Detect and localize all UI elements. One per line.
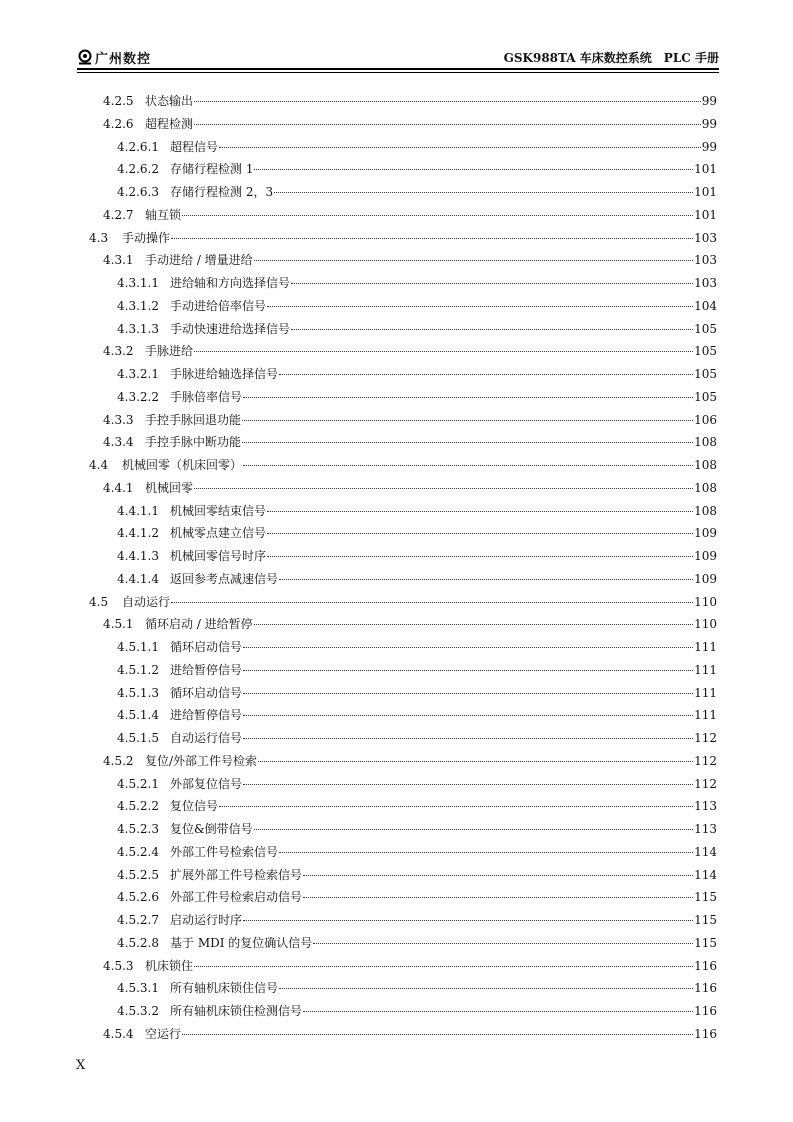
toc-entry[interactable]: [117, 638, 717, 656]
toc-dot-leader: [243, 715, 693, 716]
toc-dot-leader: [291, 329, 693, 330]
toc-entry[interactable]: [117, 661, 717, 679]
toc-entry-title: 手脉进给: [145, 344, 194, 359]
toc-entry-page: 116: [694, 1004, 717, 1018]
toc-entry-title: 存储行程检测 1: [170, 162, 254, 177]
toc-entry-page: 116: [694, 981, 717, 996]
toc-entry-title: 手动快速进给选择信号: [170, 321, 291, 336]
toc-dot-leader: [194, 488, 693, 489]
toc-entry[interactable]: [117, 820, 717, 838]
toc-entry-page: 115: [694, 890, 717, 905]
toc-entry[interactable]: [117, 706, 717, 724]
toc-entry-number: 4.5: [89, 594, 109, 609]
toc-entry-page: 103: [694, 230, 717, 245]
toc-entry-page: 105: [694, 344, 717, 359]
toc-dot-leader: [171, 602, 693, 603]
toc-entry-page: 99: [701, 139, 717, 154]
toc-entry-title: 手控手脉回退功能: [145, 412, 242, 427]
toc-entry-title: 手动操作: [122, 230, 171, 245]
toc-entry[interactable]: [103, 615, 717, 633]
toc-entry[interactable]: [89, 593, 717, 611]
toc-dot-leader: [303, 897, 693, 898]
toc-entry-page: 104: [694, 298, 717, 313]
toc-entry[interactable]: [117, 388, 717, 406]
toc-entry-title: 复位/外部工件号检索: [145, 753, 258, 768]
toc-entry-title: 循环启动信号: [170, 640, 243, 654]
toc-entry-number: 4.3.1: [103, 253, 134, 268]
toc-entry-page: 101: [694, 162, 717, 177]
toc-entry-number: 4.3.2.1: [117, 367, 159, 381]
toc-entry-page: 105: [694, 389, 717, 404]
toc-entry-page: 103: [694, 253, 717, 268]
toc-entry-page: 111: [694, 662, 717, 677]
toc-entry-number: 4.5.2: [103, 753, 134, 768]
toc-dot-leader: [194, 124, 701, 125]
toc-entry-number: 4.3: [89, 230, 109, 245]
toc-entry-title: 机械零点建立信号: [170, 526, 267, 541]
toc-dot-leader: [243, 920, 693, 921]
toc-entry-page: 108: [694, 503, 717, 518]
toc-dot-leader: [219, 147, 701, 148]
toc-entry-page: 109: [694, 526, 717, 541]
toc-dot-leader: [254, 829, 693, 830]
toc-dot-leader: [279, 374, 693, 375]
toc-entry-number: 4.5.1.4: [117, 708, 159, 723]
toc-entry[interactable]: [117, 274, 717, 292]
toc-dot-leader: [243, 397, 693, 398]
toc-entry[interactable]: [117, 160, 717, 178]
toc-entry[interactable]: [117, 775, 717, 793]
logo-text: 广州数控: [95, 51, 152, 67]
toc-entry-title: 扩展外部工件号检索信号: [170, 867, 303, 882]
toc-entry-page: 109: [694, 549, 717, 563]
toc-entry-number: 4.5.2.1: [117, 776, 159, 791]
toc-entry-number: 4.5.4: [103, 1026, 134, 1041]
toc-entry[interactable]: [103, 251, 717, 269]
toc-entry-number: 4.3.1.1: [117, 276, 159, 290]
toc-entry[interactable]: [117, 183, 717, 201]
toc-entry-number: 4.4.1: [103, 480, 134, 495]
gsk-logo-icon: [77, 49, 93, 65]
toc-entry-title: 机械回零（机床回零）: [122, 458, 243, 472]
toc-entry-title: 返回参考点减速信号: [170, 571, 279, 586]
toc-entry-page: 114: [694, 844, 717, 859]
toc-entry[interactable]: [103, 479, 717, 497]
toc-dot-leader: [258, 761, 693, 762]
toc-dot-leader: [279, 852, 693, 853]
toc-dot-leader: [267, 511, 693, 512]
toc-entry-title: 进给暂停信号: [170, 708, 243, 723]
toc-entry-number: 4.3.3: [103, 412, 134, 427]
toc-entry-page: 108: [694, 458, 717, 472]
toc-dot-leader: [194, 351, 693, 352]
toc-entry[interactable]: [117, 320, 717, 338]
toc-entry-number: 4.3.1.3: [117, 321, 159, 336]
toc-dot-leader: [243, 670, 693, 671]
toc-entry-page: 115: [694, 913, 717, 927]
toc-entry[interactable]: [117, 866, 717, 884]
toc-entry-page: 99: [701, 116, 717, 131]
toc-dot-leader: [194, 101, 701, 102]
toc-entry-page: 116: [694, 958, 717, 973]
toc-entry[interactable]: [103, 342, 717, 360]
toc-entry-title: 基于 MDI 的复位确认信号: [170, 935, 313, 950]
toc-entry-page: 105: [694, 321, 717, 336]
toc-entry-title: 空运行: [145, 1026, 182, 1041]
toc-dot-leader: [254, 260, 693, 261]
toc-dot-leader: [243, 693, 693, 694]
toc-entry-number: 4.2.5: [103, 94, 134, 108]
toc-entry-number: 4.5.3: [103, 958, 134, 973]
toc-entry-title: 自动运行信号: [170, 731, 243, 745]
toc-entry-title: 手脉进给轴选择信号: [170, 367, 279, 381]
toc-entry-number: 4.5.1: [103, 617, 134, 632]
toc-entry-number: 4.3.2: [103, 344, 134, 359]
toc-entry[interactable]: [117, 297, 717, 315]
toc-dot-leader: [303, 1011, 693, 1012]
toc-entry-page: 116: [694, 1026, 717, 1041]
toc-dot-leader: [219, 806, 693, 807]
toc-entry-page: 103: [694, 276, 717, 290]
toc-entry-title: 循环启动信号: [170, 685, 243, 700]
toc-dot-leader: [267, 533, 693, 534]
company-logo: [77, 48, 151, 66]
toc-entry-page: 108: [694, 435, 717, 450]
toc-dot-leader: [182, 1034, 693, 1035]
toc-entry[interactable]: [117, 365, 717, 383]
toc-entry-page: 108: [694, 480, 717, 495]
toc-entry-title: 手脉倍率信号: [170, 389, 243, 404]
toc-entry-number: 4.4.1.3: [117, 549, 159, 563]
toc-entry-number: 4.5.1.2: [117, 662, 159, 677]
toc-entry[interactable]: [117, 934, 717, 952]
toc-entry-title: 超程信号: [170, 139, 219, 154]
toc-entry[interactable]: [103, 957, 717, 975]
toc-entry-title: 状态输出: [145, 94, 194, 108]
toc-entry-title: 轴互锁: [145, 207, 182, 222]
toc-entry-number: 4.4.1.4: [117, 571, 159, 586]
toc-entry[interactable]: [117, 547, 717, 565]
toc-dot-leader: [194, 966, 693, 967]
toc-entry-title: 机械回零信号时序: [170, 549, 267, 563]
toc-entry-number: 4.5.2.2: [117, 799, 159, 814]
toc-entry[interactable]: [103, 752, 717, 770]
toc-entry-number: 4.3.2.2: [117, 389, 159, 404]
toc-entry-title: 存储行程检测 2，3: [170, 185, 274, 199]
toc-entry[interactable]: [103, 115, 717, 133]
toc-entry-number: 4.5.3.2: [117, 1004, 159, 1018]
toc-entry-number: 4.5.2.7: [117, 913, 159, 927]
toc-entry-title: 机床锁住: [145, 958, 194, 973]
toc-entry[interactable]: [103, 411, 717, 429]
toc-entry[interactable]: [103, 92, 717, 110]
toc-entry[interactable]: [117, 888, 717, 906]
toc-dot-leader: [267, 556, 693, 557]
toc-entry-number: 4.2.6.3: [117, 185, 159, 199]
toc-entry-title: 外部工件号检索启动信号: [170, 890, 303, 905]
toc-entry-title: 自动运行: [122, 594, 171, 609]
toc-entry-number: 4.5.2.3: [117, 822, 159, 836]
toc-entry-page: 110: [694, 594, 717, 609]
toc-entry-number: 4.5.2.6: [117, 890, 159, 905]
toc-entry-number: 4.5.2.8: [117, 935, 159, 950]
toc-entry[interactable]: [117, 502, 717, 520]
toc-entry[interactable]: [89, 229, 717, 247]
toc-dot-leader: [279, 988, 693, 989]
toc-dot-leader: [242, 420, 693, 421]
header-rule-thin: [77, 72, 719, 73]
toc-entry-title: 复位信号: [170, 799, 219, 814]
toc-entry-number: 4.5.2.5: [117, 867, 159, 882]
toc-entry[interactable]: [103, 206, 717, 224]
toc-entry-page: 110: [694, 617, 717, 632]
toc-dot-leader: [243, 738, 693, 739]
toc-entry-page: 113: [694, 822, 717, 836]
page-header: [77, 48, 719, 66]
toc-entry-title: 所有轴机床锁住检测信号: [170, 1004, 303, 1018]
toc-entry-number: 4.5.2.4: [117, 844, 159, 859]
toc-entry-number: 4.4.1.2: [117, 526, 159, 541]
toc-dot-leader: [242, 442, 693, 443]
toc-entry-page: 112: [694, 776, 717, 791]
toc-entry[interactable]: [117, 797, 717, 815]
toc-entry-number: 4.2.6.1: [117, 139, 159, 154]
toc-entry[interactable]: [117, 138, 717, 156]
page-number: X: [76, 1058, 86, 1073]
toc-entry-number: 4.5.1.5: [117, 731, 159, 745]
toc-dot-leader: [267, 306, 693, 307]
toc-entry-page: 112: [694, 731, 717, 745]
toc-entry-number: 4.5.3.1: [117, 981, 159, 996]
toc-entry-page: 111: [694, 708, 717, 723]
toc-entry[interactable]: [117, 911, 717, 929]
toc-entry-page: 111: [694, 685, 717, 700]
toc-dot-leader: [291, 283, 693, 284]
toc-entry-page: 111: [694, 640, 717, 654]
toc-entry-title: 手动进给倍率信号: [170, 298, 267, 313]
toc-entry[interactable]: [117, 979, 717, 997]
toc-dot-leader: [274, 192, 693, 193]
toc-entry-number: 4.3.4: [103, 435, 134, 450]
toc-entry[interactable]: [103, 433, 717, 451]
toc-dot-leader: [313, 943, 693, 944]
toc-entry-page: 106: [694, 412, 717, 427]
toc-dot-leader: [279, 579, 693, 580]
toc-entry-title: 机械回零结束信号: [170, 503, 267, 518]
toc-entry[interactable]: [117, 843, 717, 861]
toc-entry-number: 4.2.7: [103, 207, 134, 222]
toc-entry-title: 外部工件号检索信号: [170, 844, 279, 859]
toc-dot-leader: [243, 465, 693, 466]
toc-entry-page: 99: [701, 94, 717, 108]
toc-entry[interactable]: [117, 524, 717, 542]
manual-title: GSK988TA 车床数控系统 PLC 手册: [503, 51, 719, 65]
toc-entry-number: 4.5.1.3: [117, 685, 159, 700]
toc-dot-leader: [303, 875, 693, 876]
toc-entry-number: 4.2.6: [103, 116, 134, 131]
toc-dot-leader: [171, 238, 693, 239]
toc-entry-page: 114: [694, 867, 717, 882]
toc-entry-title: 外部复位信号: [170, 776, 243, 791]
toc-entry-page: 112: [694, 753, 717, 768]
toc-entry[interactable]: [117, 684, 717, 702]
toc-dot-leader: [254, 169, 693, 170]
toc-entry-number: 4.4: [89, 458, 109, 472]
toc-entry-page: 105: [694, 367, 717, 381]
toc-entry-page: 115: [694, 935, 717, 950]
toc-entry-title: 所有轴机床锁住信号: [170, 981, 279, 996]
toc-entry-title: 复位&倒带信号: [170, 822, 253, 836]
header-rule-thick: [77, 68, 719, 70]
toc-entry-number: 4.4.1.1: [117, 503, 159, 518]
toc-entry[interactable]: [117, 570, 717, 588]
toc-entry-page: 101: [694, 207, 717, 222]
toc-dot-leader: [243, 647, 693, 648]
toc-entry-number: 4.2.6.2: [117, 162, 159, 177]
toc-entry-number: 4.5.1.1: [117, 640, 159, 654]
toc-entry-title: 手控手脉中断功能: [145, 435, 242, 450]
toc-entry-page: 113: [694, 799, 717, 814]
toc-entry[interactable]: [117, 1002, 717, 1020]
toc-entry[interactable]: [89, 456, 717, 474]
toc-entry-number: 4.3.1.2: [117, 298, 159, 313]
toc-entry-title: 机械回零: [145, 480, 194, 495]
toc-entry-title: 启动运行时序: [170, 913, 243, 927]
toc-entry-title: 手动进给 / 增量进给: [145, 253, 253, 268]
toc-entry[interactable]: [117, 729, 717, 747]
toc-entry-title: 循环启动 / 进给暂停: [145, 617, 253, 632]
toc-entry-title: 超程检测: [145, 116, 194, 131]
toc-entry-title: 进给暂停信号: [170, 662, 243, 677]
toc-dot-leader: [182, 215, 693, 216]
toc-entry-title: 进给轴和方向选择信号: [170, 276, 291, 290]
toc-entry-page: 109: [694, 571, 717, 586]
toc-entry[interactable]: [103, 1025, 717, 1043]
toc-entry-page: 101: [694, 185, 717, 199]
toc-dot-leader: [254, 624, 693, 625]
toc-dot-leader: [243, 784, 693, 785]
